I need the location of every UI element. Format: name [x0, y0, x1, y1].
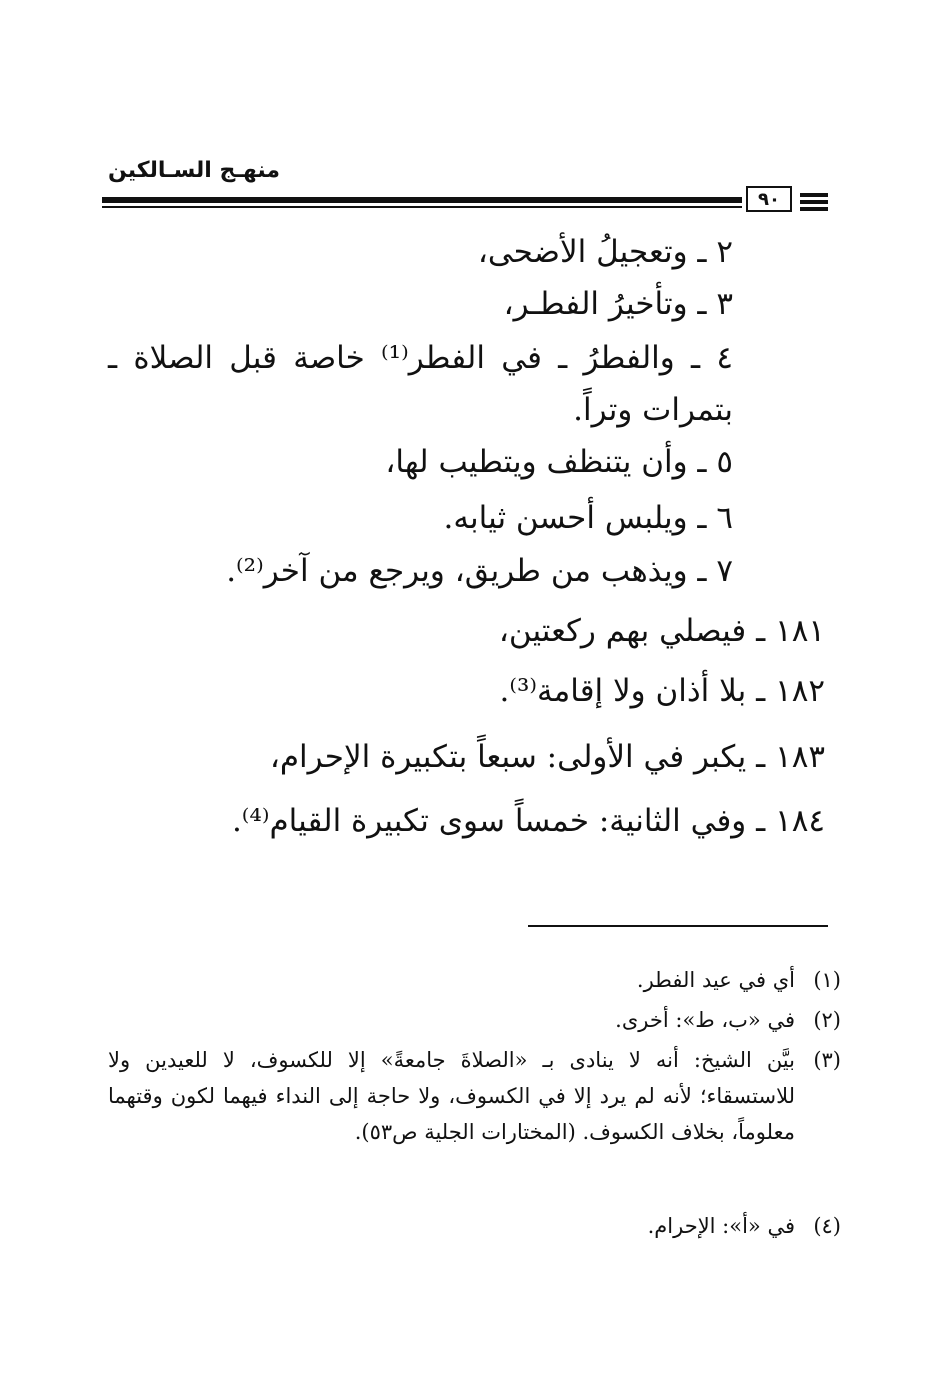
text-line: ٥ ـ وأن يتنظف ويتطيب لها، — [385, 444, 733, 480]
footnote-text: بيَّن الشيخ: أنه لا ينادى بـ «الصلاةَ جامعةً» إلا للكسوف، لا للعيدين ولا للاستسقاء؛ لأنه لم يرد إلا في الكسوف، ولا حاجة إلى النداء فيهما لكون وقتهما معلوماً، بخلاف الكسوف. (المختارات الجلية ص٥٣). — [108, 1048, 795, 1144]
running-title: منهـج السـالكين — [108, 158, 280, 183]
text-line: ٧ ـ ويذهب من طريق، ويرجع من آخر⁽²⁾. — [226, 553, 733, 589]
header-rule-thin — [102, 206, 742, 208]
footnote-number: (٢) — [813, 1008, 841, 1032]
header-rule-thick — [102, 197, 742, 203]
text-line: ٦ ـ ويلبس أحسن ثيابه. — [443, 500, 733, 536]
footnote-number: (٣) — [813, 1048, 841, 1072]
footnote-separator — [528, 925, 828, 927]
header-ornament-bar — [800, 200, 828, 204]
text-line: ٣ ـ وتأخيرُ الفطـر، — [503, 286, 733, 322]
footnote — [420, 1208, 841, 1244]
text-line: ٤ ـ والفطرُ ـ في الفطر⁽¹⁾ خاصة قبل الصلاة ـ بتمرات وتراً. — [108, 340, 733, 428]
footnote-number: (١) — [813, 968, 841, 992]
text-line: ١٨٤ ـ وفي الثانية: خمساً سوى تكبيرة القيام⁽⁴⁾. — [231, 803, 825, 839]
footnote-number: (٤) — [813, 1214, 841, 1238]
footnote — [420, 962, 841, 998]
footnote — [108, 1042, 841, 1150]
text-line: ١٨٣ ـ يكبر في الأولى: سبعاً بتكبيرة الإحرام، — [269, 739, 825, 775]
text-line: ٢ ـ وتعجيلُ الأضحى، — [477, 234, 733, 270]
footnote-text: أي في عيد الفطر. — [636, 968, 795, 992]
header-ornament-bar — [800, 207, 828, 211]
footnote-text: في «أ»: الإحرام. — [647, 1214, 795, 1238]
header-ornament-bar — [800, 193, 828, 197]
footnote — [420, 1002, 841, 1038]
page-number: ٩٠ — [746, 186, 792, 212]
footnote-text: في «ب، ط»: أخرى. — [615, 1008, 795, 1032]
text-line: ١٨٢ ـ بلا أذان ولا إقامة⁽³⁾. — [499, 673, 825, 709]
text-line: ١٨١ ـ فيصلي بهم ركعتين، — [498, 613, 825, 649]
